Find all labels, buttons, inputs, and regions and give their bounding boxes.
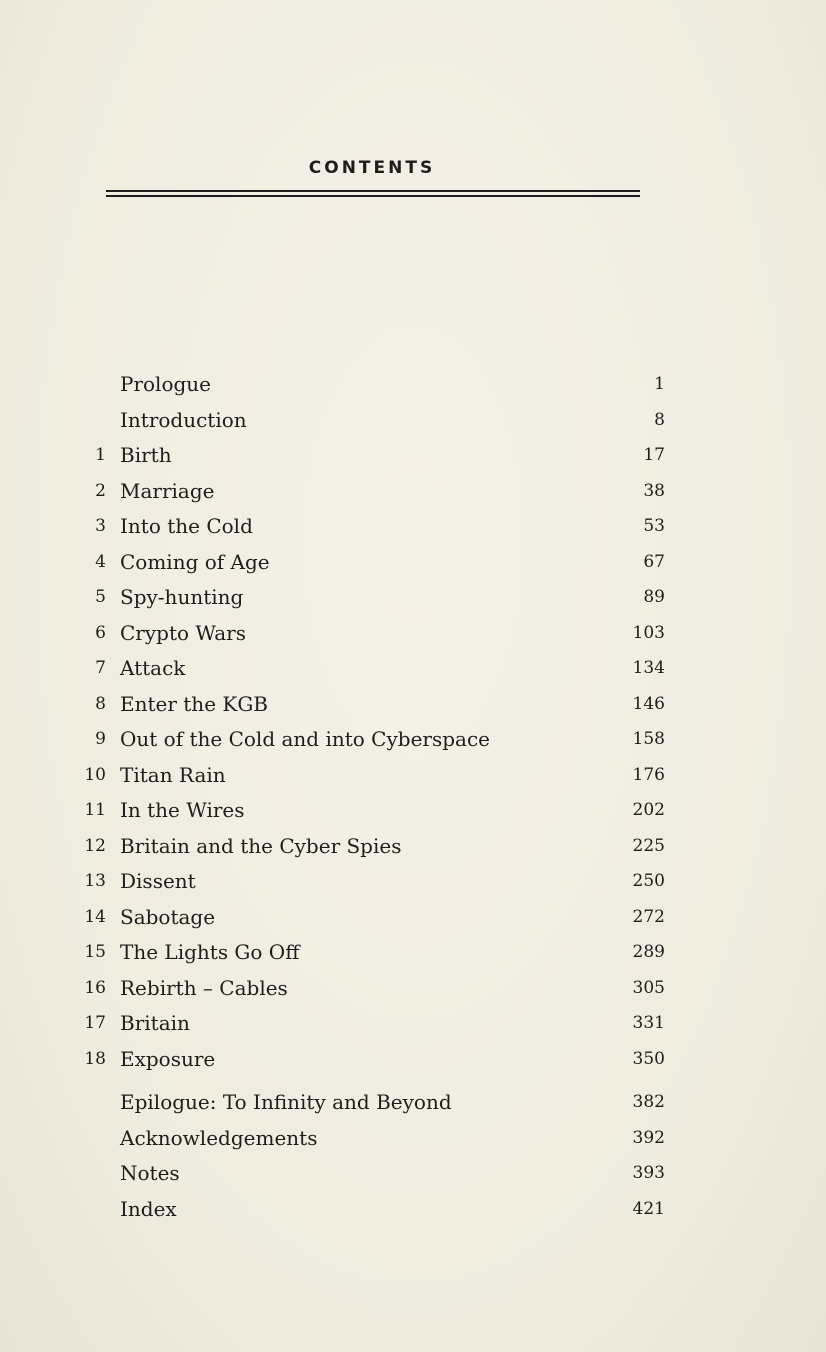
toc-entry <box>0 687 826 723</box>
toc-entry <box>0 1156 826 1192</box>
toc-entry <box>0 935 826 971</box>
page-number: 134 <box>632 658 665 678</box>
toc-entry <box>0 722 826 758</box>
page-number: 289 <box>632 942 665 962</box>
chapter-title: Index <box>120 1196 177 1221</box>
chapter-title: Enter the KGB <box>120 691 268 716</box>
chapter-number: 18 <box>84 1048 106 1069</box>
table-of-contents <box>0 367 826 1227</box>
chapter-number: 8 <box>95 693 106 714</box>
chapter-title: Acknowledgements <box>120 1125 318 1150</box>
page-number: 225 <box>632 835 665 856</box>
page-number: 350 <box>632 1048 665 1069</box>
chapter-number: 2 <box>95 480 106 501</box>
toc-entry <box>0 474 826 510</box>
toc-entry <box>0 616 826 652</box>
chapter-number: 17 <box>84 1013 106 1033</box>
page-number: 53 <box>643 516 665 536</box>
toc-entry <box>0 509 826 545</box>
chapter-number: 13 <box>84 871 106 891</box>
chapter-number: 6 <box>95 622 106 643</box>
chapter-title: Spy-hunting <box>120 585 244 609</box>
toc-entry <box>0 1042 826 1078</box>
page-number: 382 <box>632 1092 665 1112</box>
chapter-number: 9 <box>95 729 106 749</box>
toc-entry <box>0 1006 826 1042</box>
toc-entry <box>0 864 826 900</box>
chapter-number: 14 <box>84 906 106 927</box>
chapter-title: Birth <box>120 443 172 467</box>
chapter-title: Titan Rain <box>120 762 226 787</box>
page-number: 202 <box>632 800 665 820</box>
chapter-number: 7 <box>95 658 106 678</box>
toc-entry <box>0 367 826 403</box>
page-number: 392 <box>632 1127 665 1148</box>
chapter-title: Attack <box>120 656 186 680</box>
chapter-title: Introduction <box>120 407 247 432</box>
page-number: 250 <box>632 871 665 891</box>
chapter-number: 11 <box>84 800 106 820</box>
toc-entry <box>0 580 826 616</box>
heading-rule-bottom <box>106 195 640 197</box>
page-number: 103 <box>632 622 665 643</box>
chapter-title: Britain and the Cyber Spies <box>120 833 402 858</box>
page-number: 146 <box>632 693 665 714</box>
chapter-title: Exposure <box>120 1046 216 1071</box>
toc-entry <box>0 651 826 687</box>
toc-entry <box>0 403 826 439</box>
chapter-number: 10 <box>84 764 106 785</box>
page-number: 331 <box>632 1013 665 1033</box>
chapter-number: 5 <box>95 587 106 607</box>
page-number: 421 <box>632 1198 665 1219</box>
heading-rule-top <box>106 190 640 192</box>
chapter-title: Sabotage <box>120 904 216 929</box>
chapter-number: 15 <box>84 942 106 962</box>
page-number: 305 <box>632 977 665 998</box>
toc-entry <box>0 900 826 936</box>
chapter-number: 4 <box>95 551 106 572</box>
toc-entry <box>0 793 826 829</box>
page-number: 8 <box>654 409 665 430</box>
page-number: 393 <box>632 1163 665 1183</box>
contents-heading: CONTENTS <box>308 158 436 178</box>
toc-entry <box>0 438 826 474</box>
chapter-number: 12 <box>84 835 106 856</box>
chapter-title: Marriage <box>120 478 215 503</box>
toc-entry <box>0 971 826 1007</box>
toc-entry <box>0 829 826 865</box>
chapter-title: Out of the Cold and into Cyberspace <box>120 727 490 751</box>
toc-entry <box>0 1192 826 1228</box>
page-number: 67 <box>643 551 665 572</box>
chapter-title: Rebirth – Cables <box>120 975 288 1000</box>
toc-entry <box>0 1085 826 1121</box>
chapter-title: Prologue <box>120 372 212 396</box>
page-number: 176 <box>632 764 665 785</box>
chapter-number: 16 <box>84 977 106 998</box>
page-number: 272 <box>632 906 665 927</box>
page-number: 1 <box>654 374 665 394</box>
chapter-title: The Lights Go Off <box>120 940 300 964</box>
chapter-title: Britain <box>120 1011 190 1035</box>
chapter-number: 3 <box>95 516 106 536</box>
page-number: 158 <box>632 729 665 749</box>
chapter-title: Notes <box>120 1161 180 1185</box>
toc-entry <box>0 1121 826 1157</box>
chapter-title: Coming of Age <box>120 549 270 574</box>
chapter-title: Into the Cold <box>120 514 253 538</box>
chapter-number: 1 <box>95 445 106 465</box>
page-number: 89 <box>643 587 665 607</box>
page-number: 17 <box>643 445 665 465</box>
chapter-title: Epilogue: To Infinity and Beyond <box>120 1090 452 1114</box>
page-number: 38 <box>643 480 665 501</box>
chapter-title: In the Wires <box>120 798 245 822</box>
chapter-title: Dissent <box>120 869 196 893</box>
toc-entry <box>0 545 826 581</box>
chapter-title: Crypto Wars <box>120 620 246 645</box>
toc-entry <box>0 758 826 794</box>
